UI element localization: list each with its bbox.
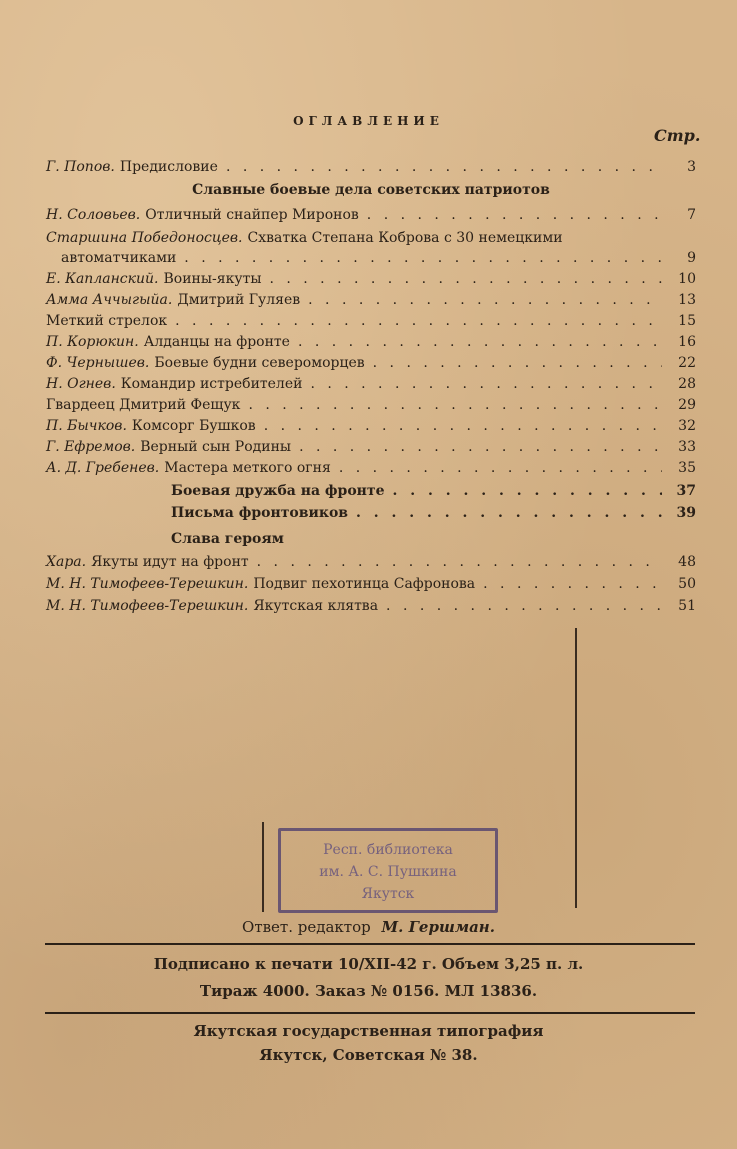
toc-entry bbox=[171, 483, 696, 505]
imprint-line: Якутск, Советская № 38. bbox=[259, 1046, 478, 1064]
toc-entry bbox=[46, 439, 696, 461]
dot-leader bbox=[356, 505, 662, 521]
dot-leader bbox=[226, 159, 662, 175]
entry-author: Ф. Чернышев. bbox=[46, 355, 150, 371]
vertical-rule bbox=[262, 822, 264, 912]
dot-leader bbox=[386, 598, 662, 614]
toc-entry bbox=[46, 598, 696, 620]
entry-author: Амма Аччыгыйа. bbox=[46, 292, 173, 308]
toc-entry bbox=[46, 576, 696, 598]
entry-title-continuation: автоматчиками bbox=[61, 250, 177, 266]
entry-page: 9 bbox=[687, 250, 696, 266]
entry-author: М. Н. Тимофеев-Терешкин. bbox=[46, 598, 249, 614]
toc-entry bbox=[46, 334, 696, 356]
entry-title: Командир истребителей bbox=[120, 376, 303, 392]
entry-title: Схватка Степана Коброва с 30 немецкими bbox=[247, 230, 563, 246]
entry-title: Письма фронтовиков bbox=[171, 505, 349, 521]
dot-leader bbox=[310, 376, 662, 392]
toc-entry bbox=[46, 271, 696, 293]
vertical-rule bbox=[575, 628, 577, 908]
dot-leader bbox=[175, 313, 662, 329]
entry-author: Н. Соловьев. bbox=[46, 207, 141, 223]
section-heading: Слава героям bbox=[171, 531, 284, 547]
entry-page: 37 bbox=[676, 483, 696, 499]
entry-title: Меткий стрелок bbox=[46, 313, 168, 329]
entry-page: 7 bbox=[687, 207, 696, 223]
entry-author: Хара. bbox=[46, 554, 87, 570]
entry-page: 33 bbox=[678, 439, 696, 455]
toc-entry bbox=[46, 376, 696, 398]
entry-author: Г. Ефремов. bbox=[46, 439, 136, 455]
toc-entry bbox=[46, 230, 696, 252]
dot-leader bbox=[483, 576, 662, 592]
dot-leader bbox=[393, 483, 663, 499]
entry-author: Е. Капланский. bbox=[46, 271, 159, 287]
imprint-line: Якутская государственная типография bbox=[193, 1022, 544, 1040]
horizontal-rule bbox=[45, 1012, 695, 1014]
toc-entry bbox=[46, 159, 696, 181]
entry-title: Мастера меткого огня bbox=[164, 460, 331, 476]
toc-heading: ОГЛАВЛЕНИЕ bbox=[293, 114, 444, 128]
section-heading: Славные боевые дела советских патриотов bbox=[192, 182, 550, 198]
entry-page: 39 bbox=[676, 505, 696, 521]
dot-leader bbox=[269, 271, 662, 287]
imprint-line: Тираж 4000. Заказ № 0156. МЛ 13836. bbox=[199, 982, 538, 1000]
dot-leader bbox=[339, 460, 662, 476]
toc-entry bbox=[46, 355, 696, 377]
entry-author: П. Корюкин. bbox=[46, 334, 139, 350]
entry-page: 22 bbox=[678, 355, 696, 371]
entry-page: 10 bbox=[678, 271, 696, 287]
entry-author: М. Н. Тимофеев-Терешкин. bbox=[46, 576, 249, 592]
entry-title: Гвардеец Дмитрий Фещук bbox=[46, 397, 241, 413]
entry-page: 16 bbox=[678, 334, 696, 350]
entry-title: Боевые будни североморцев bbox=[154, 355, 365, 371]
entry-author: А. Д. Гребенев. bbox=[46, 460, 160, 476]
toc-entry bbox=[46, 313, 696, 335]
entry-title: Верный сын Родины bbox=[140, 439, 292, 455]
page-column-label: Стр. bbox=[654, 126, 701, 145]
stamp-line: им. А. С. Пушкина bbox=[319, 864, 457, 880]
entry-title: Алданцы на фронте bbox=[143, 334, 290, 350]
entry-page: 51 bbox=[678, 598, 696, 614]
toc-entry bbox=[46, 460, 696, 482]
editor-label: Ответ. редактор bbox=[242, 918, 371, 936]
entry-page: 3 bbox=[687, 159, 696, 175]
entry-author: П. Бычков. bbox=[46, 418, 127, 434]
dot-leader bbox=[184, 250, 662, 266]
entry-page: 29 bbox=[678, 397, 696, 413]
entry-page: 13 bbox=[678, 292, 696, 308]
entry-page: 32 bbox=[678, 418, 696, 434]
entry-page: 28 bbox=[678, 376, 696, 392]
dot-leader bbox=[248, 397, 662, 413]
dot-leader bbox=[298, 334, 662, 350]
entry-title: Комсорг Бушков bbox=[131, 418, 256, 434]
entry-page: 15 bbox=[678, 313, 696, 329]
toc-entry bbox=[46, 207, 696, 229]
library-stamp bbox=[278, 828, 498, 913]
toc-entry-continuation bbox=[61, 250, 696, 272]
editor-name: М. Гершман. bbox=[381, 918, 495, 936]
dot-leader bbox=[308, 292, 662, 308]
entry-page: 35 bbox=[678, 460, 696, 476]
entry-title: Отличный снайпер Миронов bbox=[145, 207, 359, 223]
dot-leader bbox=[264, 418, 662, 434]
dot-leader bbox=[299, 439, 662, 455]
entry-author: Старшина Победоносцев. bbox=[46, 230, 243, 246]
entry-title: Якутская клятва bbox=[253, 598, 379, 614]
dot-leader bbox=[367, 207, 662, 223]
dot-leader bbox=[257, 554, 662, 570]
stamp-line: Якутск bbox=[361, 886, 415, 902]
entry-title: Якуты идут на фронт bbox=[91, 554, 249, 570]
entry-title: Боевая дружба на фронте bbox=[171, 483, 385, 499]
entry-page: 50 bbox=[678, 576, 696, 592]
entry-author: Н. Огнев. bbox=[46, 376, 116, 392]
entry-title: Подвиг пехотинца Сафронова bbox=[253, 576, 476, 592]
toc-entry bbox=[46, 397, 696, 419]
entry-title: Дмитрий Гуляев bbox=[177, 292, 301, 308]
editor-line bbox=[0, 918, 737, 936]
entry-page: 48 bbox=[678, 554, 696, 570]
entry-title: Воины-якуты bbox=[163, 271, 262, 287]
toc-entry bbox=[171, 505, 696, 527]
entry-author: Г. Попов. bbox=[46, 159, 115, 175]
stamp-line: Респ. библиотека bbox=[323, 842, 453, 858]
toc-entry bbox=[46, 418, 696, 440]
dot-leader bbox=[373, 355, 662, 371]
imprint-line: Подписано к печати 10/XII-42 г. Объем 3,25 п. л. bbox=[153, 955, 584, 973]
horizontal-rule bbox=[45, 943, 695, 945]
entry-title: Предисловие bbox=[119, 159, 218, 175]
toc-entry bbox=[46, 292, 696, 314]
toc-entry bbox=[46, 554, 696, 576]
